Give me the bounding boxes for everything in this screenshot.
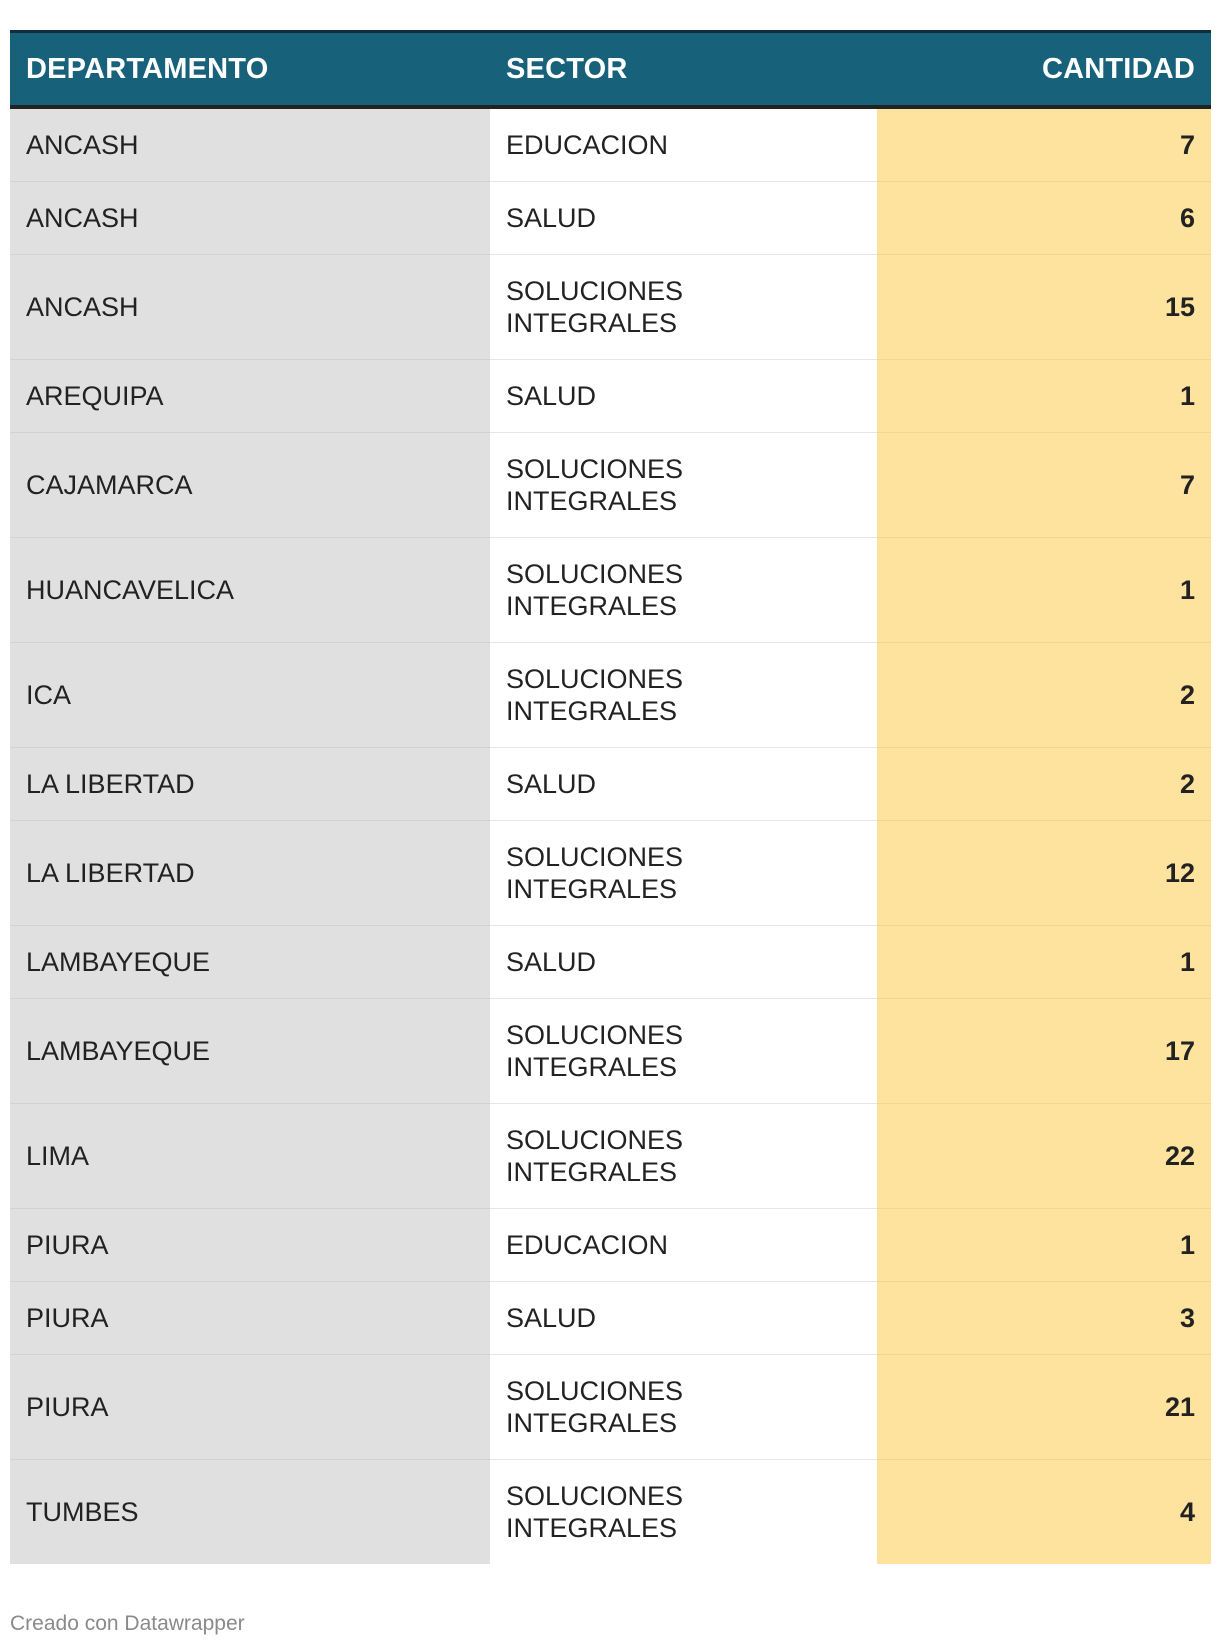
table-row [10, 748, 1211, 821]
cell-departamento: LA LIBERTAD [10, 748, 490, 821]
cell-sector-line: INTEGRALES [506, 308, 678, 338]
table-row [10, 999, 1211, 1104]
cell-cantidad: 22 [877, 1104, 1211, 1209]
cell-sector-line: INTEGRALES [506, 1052, 678, 1082]
cell-departamento: ANCASH [10, 255, 490, 360]
cell-sector [490, 182, 877, 255]
table-body [10, 107, 1211, 1564]
cell-departamento: PIURA [10, 1209, 490, 1282]
cell-departamento: ANCASH [10, 182, 490, 255]
cell-cantidad: 1 [877, 1209, 1211, 1282]
cell-sector [490, 1282, 877, 1355]
table-row [10, 1209, 1211, 1282]
cell-cantidad: 17 [877, 999, 1211, 1104]
cell-sector [490, 1460, 877, 1565]
table-row [10, 1460, 1211, 1565]
cell-sector-line: SOLUCIONES [506, 1376, 684, 1406]
cell-sector-line: SALUD [506, 1303, 597, 1333]
cell-sector-line: INTEGRALES [506, 1157, 678, 1187]
cell-cantidad: 7 [877, 107, 1211, 182]
cell-cantidad: 15 [877, 255, 1211, 360]
cell-sector-line: INTEGRALES [506, 1408, 678, 1438]
cell-sector [490, 1355, 877, 1460]
cell-sector-line: SOLUCIONES [506, 1020, 684, 1050]
cell-sector [490, 433, 877, 538]
cell-sector-line: SALUD [506, 769, 597, 799]
cell-cantidad: 7 [877, 433, 1211, 538]
footer-credit: Creado con Datawrapper [10, 1612, 245, 1635]
table-row [10, 107, 1211, 182]
cell-sector [490, 107, 877, 182]
table-row [10, 538, 1211, 643]
column-header-departamento[interactable]: DEPARTAMENTO [10, 32, 490, 108]
table-header [10, 32, 1211, 108]
cell-sector [490, 538, 877, 643]
data-table [10, 30, 1211, 1564]
cell-departamento: LAMBAYEQUE [10, 999, 490, 1104]
cell-sector-line: INTEGRALES [506, 874, 678, 904]
cell-departamento: TUMBES [10, 1460, 490, 1565]
cell-cantidad: 21 [877, 1355, 1211, 1460]
cell-sector-line: SOLUCIONES [506, 454, 684, 484]
cell-sector [490, 360, 877, 433]
cell-cantidad: 1 [877, 360, 1211, 433]
column-header-cantidad[interactable]: CANTIDAD [877, 32, 1211, 108]
cell-departamento: HUANCAVELICA [10, 538, 490, 643]
cell-cantidad: 2 [877, 643, 1211, 748]
cell-sector-line: SALUD [506, 381, 597, 411]
cell-sector [490, 1104, 877, 1209]
cell-sector-line: SOLUCIONES [506, 1125, 684, 1155]
table-row [10, 255, 1211, 360]
table-row [10, 360, 1211, 433]
cell-cantidad: 1 [877, 926, 1211, 999]
cell-departamento: ICA [10, 643, 490, 748]
cell-sector [490, 1209, 877, 1282]
cell-sector [490, 926, 877, 999]
cell-departamento: CAJAMARCA [10, 433, 490, 538]
cell-sector [490, 999, 877, 1104]
cell-departamento: PIURA [10, 1355, 490, 1460]
cell-sector-line: SALUD [506, 203, 597, 233]
table-row [10, 1104, 1211, 1209]
cell-sector-line: SOLUCIONES [506, 559, 684, 589]
table-row [10, 1355, 1211, 1460]
cell-departamento: ANCASH [10, 107, 490, 182]
cell-departamento: LA LIBERTAD [10, 821, 490, 926]
cell-cantidad: 6 [877, 182, 1211, 255]
cell-departamento: PIURA [10, 1282, 490, 1355]
cell-sector-line: SOLUCIONES [506, 664, 684, 694]
cell-cantidad: 3 [877, 1282, 1211, 1355]
table-row [10, 926, 1211, 999]
cell-departamento: AREQUIPA [10, 360, 490, 433]
cell-cantidad: 1 [877, 538, 1211, 643]
table-row [10, 1282, 1211, 1355]
table-row [10, 643, 1211, 748]
cell-sector [490, 255, 877, 360]
header-row [10, 32, 1211, 108]
cell-departamento: LIMA [10, 1104, 490, 1209]
cell-sector-line: EDUCACION [506, 1230, 669, 1260]
cell-sector [490, 748, 877, 821]
table-row [10, 182, 1211, 255]
cell-sector [490, 643, 877, 748]
cell-sector-line: EDUCACION [506, 130, 669, 160]
cell-sector-line: INTEGRALES [506, 486, 678, 516]
table-row [10, 821, 1211, 926]
cell-sector-line: INTEGRALES [506, 1513, 678, 1543]
cell-sector-line: INTEGRALES [506, 696, 678, 726]
cell-departamento: LAMBAYEQUE [10, 926, 490, 999]
cell-sector-line: INTEGRALES [506, 591, 678, 621]
cell-sector-line: SALUD [506, 947, 597, 977]
cell-sector-line: SOLUCIONES [506, 842, 684, 872]
cell-cantidad: 4 [877, 1460, 1211, 1565]
cell-sector [490, 821, 877, 926]
cell-cantidad: 2 [877, 748, 1211, 821]
data-table-container [10, 30, 1211, 1564]
column-header-sector[interactable]: SECTOR [490, 32, 877, 108]
table-row [10, 433, 1211, 538]
cell-cantidad: 12 [877, 821, 1211, 926]
cell-sector-line: SOLUCIONES [506, 1481, 684, 1511]
cell-sector-line: SOLUCIONES [506, 276, 684, 306]
